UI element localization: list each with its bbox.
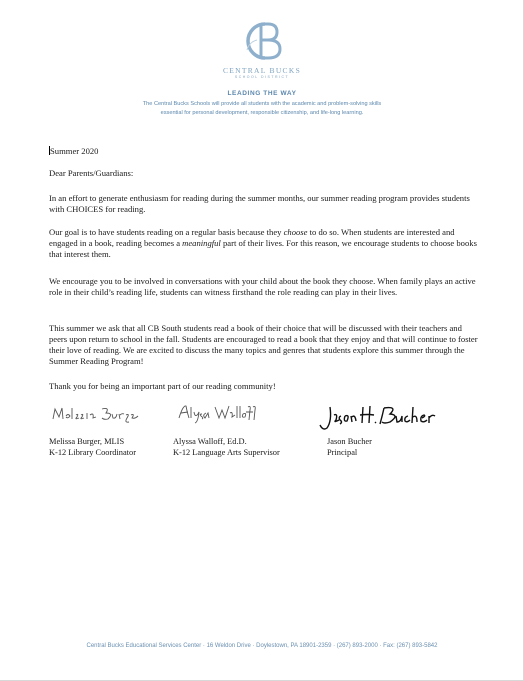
paragraph-1-text: In an effort to generate enthusiasm for reading during the summer months, our summer reading program provides students with CHOICES for reading.	[49, 193, 470, 214]
signatory-2-title: K-12 Language Arts Supervisor	[173, 448, 280, 457]
closing-text: Thank you for being an important part of our reading community!	[49, 381, 276, 391]
signatory-3	[327, 436, 372, 458]
paragraph-2-part-a: Our goal is to have students reading on a regular basis because they	[49, 227, 284, 237]
district-subtitle: SCHOOL DISTRICT	[234, 75, 290, 79]
paragraph-2-part-c: part of their lives. For this reason, we encourage students to choose books that interest them.	[49, 238, 477, 259]
paragraph-4	[49, 323, 479, 367]
cb-logo-icon	[237, 18, 287, 64]
paragraph-2-part-b: to do so. When students are interested and engaged in a book, reading becomes a	[49, 227, 455, 248]
paragraph-2-emphasis-choose: choose	[283, 227, 308, 237]
signatory-1-title: K-12 Library Coordinator	[49, 448, 136, 457]
closing-line	[49, 381, 479, 392]
paragraph-4-text: This summer we ask that all CB South students read a book of their choice that will be discussed with their teachers and peers upon return to school in the fall. Students are encouraged to read a book that they enjoy and that will continue to foster their love of reading. We are excited to discuss the many topics and genres that students explore this summer through the Summer Reading Program!	[49, 323, 478, 366]
signatory-1-name: Melissa Burger, MLIS	[49, 437, 125, 446]
signatory-1	[49, 436, 136, 458]
paragraph-2	[49, 227, 479, 260]
signature-jason-bucher	[318, 403, 440, 433]
district-name: CENTRAL BUCKS	[222, 66, 302, 75]
signature-alyssa-walloff	[175, 402, 259, 424]
district-logo	[217, 18, 307, 64]
salutation: Dear Parents/Guardians:	[49, 168, 134, 178]
signature-melissa-burger	[50, 403, 140, 425]
footer-address: Central Bucks Educational Services Center · 16 Weldon Drive · Doylestown, PA 18901-2359 · (267) 893-2000 · Fax: (267) 893-5842	[86, 643, 438, 649]
signatory-2-name: Alyssa Walloff, Ed.D.	[173, 437, 247, 446]
tagline: LEADING THE WAY	[227, 90, 297, 97]
paragraph-1	[49, 193, 479, 215]
signatory-2	[173, 436, 280, 458]
mission-line-1: The Central Bucks Schools will provide all students with the academic and problem-solving skills	[142, 101, 382, 107]
date-text: Summer 2020	[50, 146, 99, 156]
letter-date[interactable]	[49, 146, 479, 157]
mission-statement	[130, 100, 394, 118]
mission-line-2: essential for personal development, responsible citizenship, and life-long learning.	[160, 110, 364, 116]
paragraph-3-text: We encourage you to be involved in conversations with your child about the book they choose. When family plays an active role in their child’s reading life, students can witness firsthand the role reading can play in their lives.	[49, 276, 476, 297]
paragraph-2-emphasis-meaningful: meaningful	[182, 238, 221, 248]
signatory-3-title: Principal	[327, 448, 358, 457]
signatory-3-name: Jason Bucher	[327, 437, 372, 446]
paragraph-3	[49, 276, 479, 298]
